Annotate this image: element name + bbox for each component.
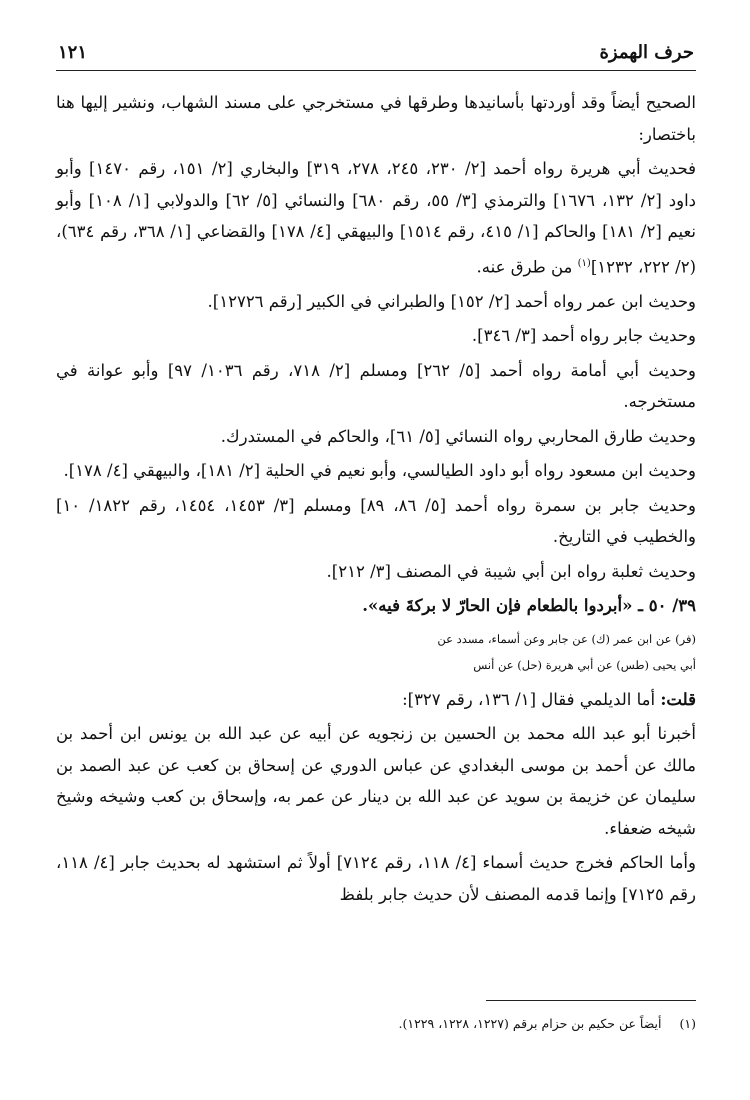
paragraph: [56, 153, 696, 283]
paragraph: وأما الحاكم فخرج حديث أسماء [٤/ ١١٨، رقم ٧١٢٤] أولاً ثم استشهد له بحديث جابر [٤/ ١١٨، رقم ٧١٢٥] وإنما قدمه المصنف لأن حديث جابر بلفظ: [56, 853, 696, 904]
paragraph: وحديث أبي أمامة رواه أحمد [٥/ ٢٦٢] ومسلم [٢/ ٧١٨، رقم ١٠٣٦/ ٩٧] وأبو عوانة في مستخرجه.: [56, 360, 697, 411]
paragraph-text: من طرق عنه.: [476, 257, 578, 276]
takhrij-line: أبي يحيى (طس) عن أبي هريرة (حل) عن أنس: [473, 657, 696, 672]
paragraph: وحديث طارق المحاربي رواه النسائي [٥/ ٦١]، والحاكم في المستدرك.: [220, 426, 696, 446]
paragraph: وحديث ابن مسعود رواه أبو داود الطيالسي، وأبو نعيم في الحلية [٢/ ١٨١]، والبيهقي [٤/ ١٧٨].: [63, 461, 696, 480]
main-text: [56, 87, 696, 910]
paragraph: الصحيح أيضاً وقد أوردتها بأسانيدها وطرقها في مستخرجي على مسند الشهاب، ونشير إليها هنا باختصار:: [56, 93, 696, 144]
takhrij-line: (فر) عن ابن عمر (ك) عن جابر وعن أسماء، مسدد عن: [437, 631, 696, 646]
paragraph: وحديث ابن عمر رواه أحمد [٢/ ١٥٢] والطبراني في الكبير [رقم ١٢٧٢٦].: [207, 291, 696, 311]
paragraph: وحديث ثعلبة رواه ابن أبي شيبة في المصنف [٣/ ٢١٢].: [326, 561, 696, 581]
footnote-text: أيضاً عن حكيم بن حزام برقم (١٢٢٧، ١٢٢٨، ١٢٢٩).: [398, 1016, 662, 1031]
running-header: [56, 38, 696, 71]
paragraph: [56, 684, 696, 716]
qult-label: قلت:: [660, 689, 696, 709]
footnote-marker: (١): [577, 257, 591, 269]
footnote-divider: [486, 1000, 696, 1001]
hadith-takhrij: [56, 626, 696, 678]
hadith-heading: [56, 590, 696, 622]
paragraph: أخبرنا أبو عبد الله محمد بن الحسين بن زنجويه عن أبيه عن عبد الله بن يونس ابن أحمد بن مالك عن أحمد بن موسى البغدادي عن عباس الدوري عن إسحاق بن كعب عن عبد الصمد بن سليمان عن خزيمة بن سويد عن عبد الله بن دينار عن عمر به، وإسحاق بن كعب وشيخه وشيخ شيخه ضعفاء.: [56, 724, 696, 838]
page-number: ١٢١: [58, 42, 88, 63]
footnote-number: (١): [679, 1016, 696, 1031]
paragraph-text: أما الديلمي فقال [١/ ١٣٦، رقم ٣٢٧]:: [402, 689, 661, 709]
paragraph: وحديث جابر رواه أحمد [٣/ ٣٤٦].: [471, 326, 696, 345]
paragraph: وحديث جابر بن سمرة رواه أحمد [٥/ ٨٦، ٨٩] ومسلم [٣/ ١٤٥٣، ١٤٥٤، رقم ١٨٢٢/ ١٠] والخطيب في التاريخ.: [56, 495, 696, 546]
chapter-title: حرف الهمزة: [599, 42, 694, 63]
book-page: [56, 38, 696, 1068]
hadith-number: ٣٩/ ٥٠ ـ: [632, 596, 696, 615]
paragraph-text: فحديث أبي هريرة رواه أحمد [٢/ ٢٣٠، ٢٤٥، ٢٧٨، ٣١٩] والبخاري [٢/ ١٥١، رقم ١٤٧٠] وأبو داود [٢/ ١٣٢، ١٦٧٦] والترمذي [٣/ ٥٥، رقم ٦٨٠] والنسائي [٥/ ٦٢] والدولابي [١/ ١٠٨] وأبو نعيم [٢/ ١٨١] والحاكم [١/ ٤١٥، رقم ١٥١٤] والبيهقي [٤/ ١٧٨] والقضاعي [١/ ٣٦٨، رقم ٦٣٤)، (٢/ ٢٢٢، ١٢٣٢]: [56, 159, 697, 276]
footnote: [56, 1013, 696, 1035]
hadith-text: «أبردوا بالطعام فإن الحارّ لا بركةَ فيه».: [362, 596, 633, 615]
